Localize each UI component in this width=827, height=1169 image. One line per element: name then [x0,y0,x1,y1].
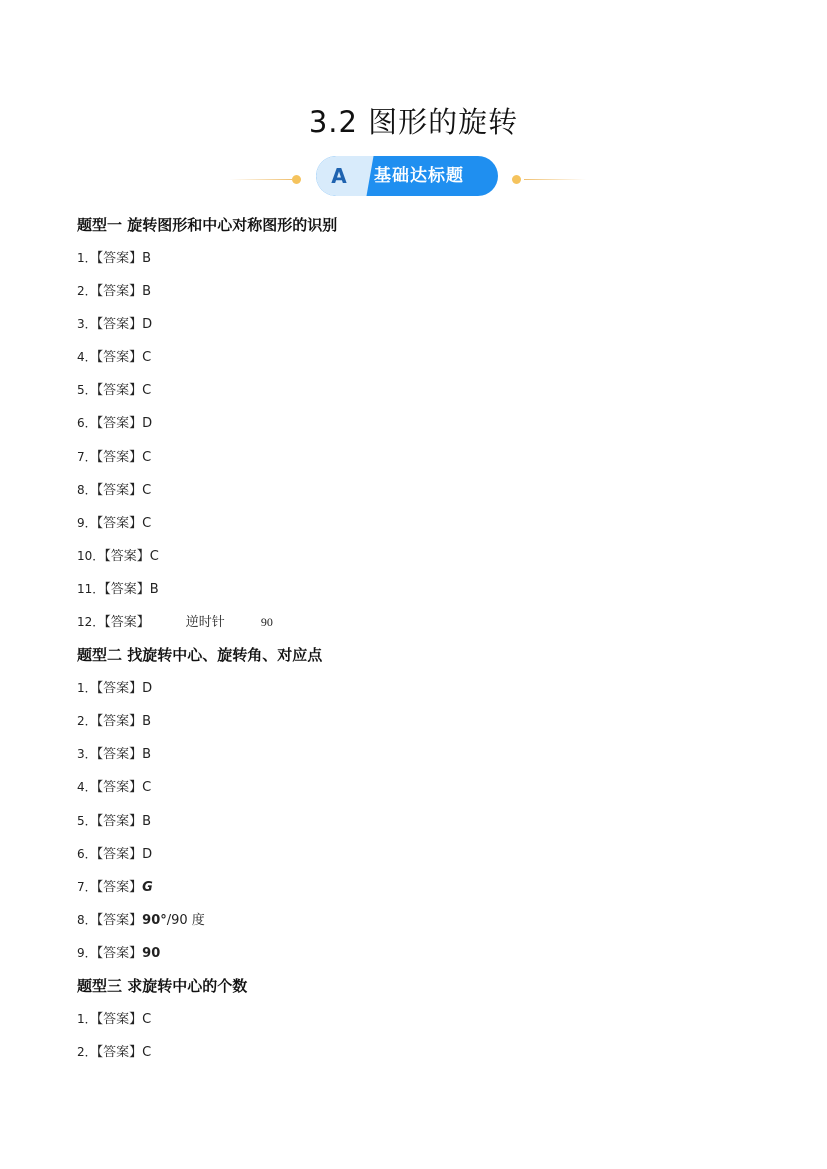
answer-item [77,874,777,907]
answer-label: 【答案】 [96,350,143,366]
question-number: 1． [77,251,97,265]
answer-label: 【答案】 [96,383,143,399]
answer-list [77,212,777,1072]
question-number: 3． [77,317,97,332]
answer-item [77,245,777,278]
section-heading: 题型一 旋转图形和中心对称图形的识别 [77,216,338,234]
question-number: 5． [77,813,97,828]
answer-value: C [142,780,152,796]
question-number: 10． [77,548,105,563]
question-number: 11． [77,581,105,596]
answer-item [77,576,777,609]
banner-dot-left [292,175,301,184]
answer-value: C [149,548,159,564]
answer-value: C [142,1011,152,1027]
answer-label: 【答案】 [96,449,143,465]
answer-item [77,477,777,510]
question-number: 2． [77,284,97,299]
banner-line-right [524,179,586,180]
answer-label: 【答案】 [96,681,143,697]
answer-item [77,444,777,477]
answer-value: G [142,879,153,895]
answer-suffix: /90 度 [166,912,205,928]
answer-item [77,741,777,774]
answer-label: 【答案】 [96,251,143,266]
answer-value: C [142,383,152,399]
answer-item [77,278,777,311]
answer-item [77,609,777,642]
answer-item [77,841,777,874]
answer-label: 【答案】 [96,879,143,895]
answer-blank-2: 90 [260,615,273,630]
answer-label: 【答案】 [96,1011,143,1027]
answer-item [77,907,777,940]
question-number: 6． [77,846,97,861]
question-number: 1． [77,681,97,696]
answer-label: 【答案】 [96,945,143,961]
question-number: 1． [77,1011,97,1026]
answer-label: 【答案】 [96,1045,143,1061]
banner-line-left [230,179,292,180]
answer-label: 【答案】 [96,416,143,432]
answer-value: B [142,284,152,300]
answer-value: B [142,813,152,829]
answer-value: D [142,846,153,862]
question-number: 7． [77,449,97,464]
answer-item [77,543,777,576]
answer-label: 【答案】 [96,813,143,829]
answer-value: C [142,350,152,366]
banner-letter: A [316,156,362,196]
question-number: 12． [77,615,105,630]
section-banner [230,156,585,196]
answer-value: 90 [142,945,161,961]
question-number: 2． [77,714,97,729]
answer-item [77,311,777,344]
question-number: 5． [77,383,97,398]
answer-blank-1: 逆时针 [185,614,225,630]
answer-value: B [149,581,159,597]
question-number: 9． [77,515,97,530]
question-number: 3． [77,747,97,762]
question-number: 6． [77,416,97,431]
answer-label: 【答案】 [96,317,143,333]
answer-label: 【答案】 [96,912,143,928]
answer-value: B [142,714,152,730]
answer-item [77,377,777,410]
answer-label: 【答案】 [96,747,143,763]
answer-item [77,774,777,807]
banner-pill [316,156,498,196]
answer-label: 【答案】 [104,548,150,564]
page-title: 3.2 图形的旋转 [308,105,519,139]
answer-label: 【答案】 [104,581,150,597]
answer-value: 90° [142,912,167,928]
answer-value: C [142,449,152,465]
answer-item [77,1006,777,1039]
answer-label: 【答案】 [96,515,143,531]
answer-label: 【答案】 [104,615,150,631]
answer-item [77,1039,777,1072]
answer-item [77,510,777,543]
answer-item [77,808,777,841]
question-number: 8． [77,482,97,497]
answer-value: B [142,747,152,763]
answer-value: D [142,317,153,333]
answer-value: C [142,482,152,498]
answer-value: C [142,515,152,531]
answer-value: D [142,416,153,432]
answer-item [77,708,777,741]
answer-item [77,940,777,973]
question-number: 4． [77,780,97,795]
question-number: 8． [77,912,97,927]
answer-value: D [142,681,153,697]
answer-label: 【答案】 [96,482,143,498]
answer-value: B [142,251,152,266]
section-heading: 题型三 求旋转中心的个数 [77,976,248,995]
answer-label: 【答案】 [96,780,143,796]
question-number: 4． [77,350,97,365]
answer-value: C [142,1045,152,1061]
section-heading: 题型二 找旋转中心、旋转角、对应点 [77,646,323,665]
answer-label: 【答案】 [96,714,143,730]
question-number: 9． [77,945,97,960]
banner-text: 基础达标题 [374,166,464,186]
answer-item [77,344,777,377]
answer-item [77,675,777,708]
question-number: 2． [77,1045,97,1060]
question-number: 7． [77,879,97,894]
banner-dot-right [512,175,521,184]
answer-label: 【答案】 [96,284,143,300]
answer-label: 【答案】 [96,846,143,862]
answer-item [77,410,777,443]
